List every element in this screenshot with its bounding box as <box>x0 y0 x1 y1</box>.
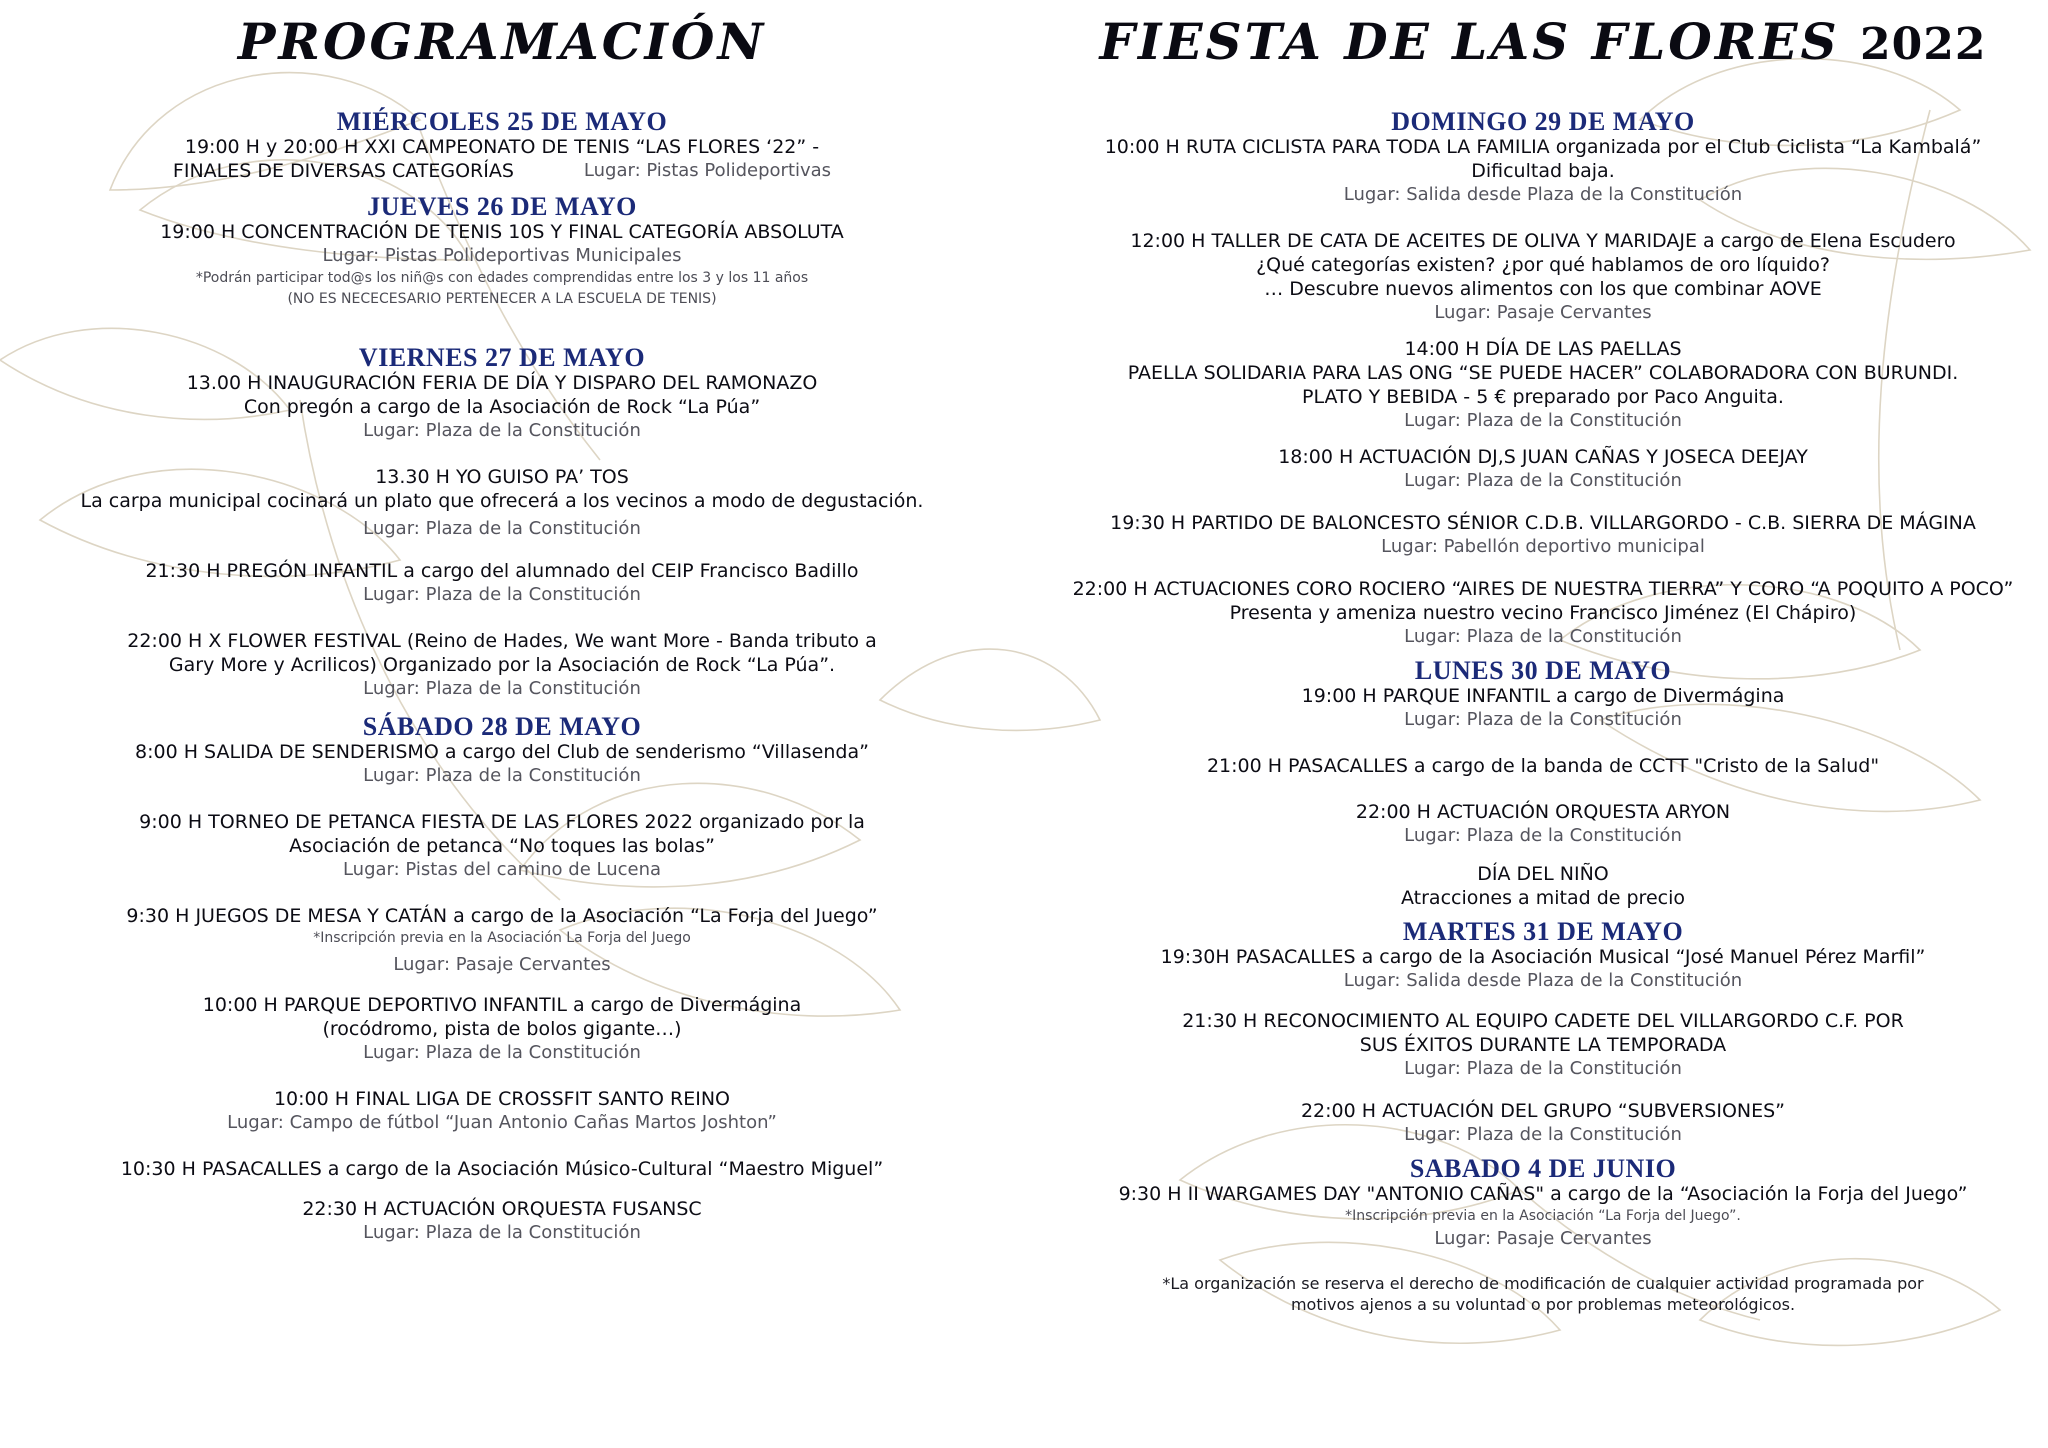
event-line: (rocódromo, pista de bolos gigante…) <box>322 1018 682 1040</box>
event-line: Presenta y ameniza nuestro vecino Francisco Jiménez (El Chápiro) <box>1229 602 1857 624</box>
day-heading: JUEVES 26 DE MAYO <box>367 192 637 221</box>
event-location: Lugar: Plaza de la Constitución <box>1404 410 1682 431</box>
event-note: (NO ES NECECESARIO PERTENECER A LA ESCUELA DE TENIS) <box>287 291 717 307</box>
event-location: Lugar: Plaza de la Constitución <box>1404 470 1682 491</box>
event-line: Atracciones a mitad de precio <box>1401 887 1685 909</box>
event-location: Lugar: Plaza de la Constitución <box>363 1222 641 1243</box>
event-line: 21:30 H PREGÓN INFANTIL a cargo del alumnado del CEIP Francisco Badillo <box>145 560 859 582</box>
event-line: 9:30 H II WARGAMES DAY "ANTONIO CAÑAS" a cargo de la “Asociación la Forja del Juego” <box>1118 1183 1968 1205</box>
event-line: 12:00 H TALLER DE CATA DE ACEITES DE OLIVA Y MARIDAJE a cargo de Elena Escudero <box>1130 230 1956 252</box>
event-line: 8:00 H SALIDA DE SENDERISMO a cargo del Club de senderismo “Villasenda” <box>135 741 869 763</box>
title-text: FIESTA DE LAS FLORES <box>1099 12 1840 71</box>
page-title: PROGRAMACIÓN <box>237 12 767 71</box>
left-schedule <box>0 108 1004 1245</box>
event-line: 13.00 H INAUGURACIÓN FERIA DE DÍA Y DISPARO DEL RAMONAZO <box>186 372 818 394</box>
event-location: Lugar: Pistas Polideportivas <box>583 160 832 181</box>
event-location: Lugar: Plaza de la Constitución <box>363 420 641 441</box>
event-line: 10:00 H FINAL LIGA DE CROSSFIT SANTO REINO <box>273 1088 731 1110</box>
day-heading: MIÉRCOLES 25 DE MAYO <box>336 107 668 136</box>
event-location: Lugar: Salida desde Plaza de la Constitución <box>1343 184 1743 205</box>
right-schedule <box>1038 108 2048 1315</box>
event-line: Asociación de petanca “No toques las bolas” <box>289 835 715 857</box>
event-location: Lugar: Salida desde Plaza de la Constitución <box>1343 970 1743 991</box>
event-line: La carpa municipal cocinará un plato que ofrecerá a los vecinos a modo de degustación. <box>80 490 924 512</box>
event-line: 10:30 H PASACALLES a cargo de la Asociación Músico-Cultural “Maestro Miguel” <box>120 1158 884 1180</box>
event-line: ¿Qué categorías existen? ¿por qué hablamos de oro líquido? <box>1256 254 1830 276</box>
event-line: 19:30H PASACALLES a cargo de la Asociación Musical “José Manuel Pérez Marfil” <box>1160 946 1926 968</box>
event-line: 22:00 H ACTUACIÓN DEL GRUPO “SUBVERSIONES” <box>1300 1100 1786 1122</box>
event-location: Lugar: Pistas Polideportivas Municipales <box>322 245 682 266</box>
event-location: Lugar: Plaza de la Constitución <box>1404 626 1682 647</box>
event-location: Lugar: Plaza de la Constitución <box>1404 709 1682 730</box>
event-line: 13.30 H YO GUISO PA’ TOS <box>375 466 629 488</box>
event-location: Lugar: Pistas del camino de Lucena <box>342 859 662 880</box>
event-note: *Inscripción previa en la Asociación “La Forja del Juego”. <box>1345 1208 1741 1224</box>
event-note: *Podrán participar tod@s los niñ@s con edades comprendidas entre los 3 y los 11 años <box>195 270 809 286</box>
event-location: Lugar: Plaza de la Constitución <box>363 518 641 539</box>
event-line: 10:00 H PARQUE DEPORTIVO INFANTIL a cargo de Divermágina <box>202 994 802 1016</box>
event-location: Lugar: Plaza de la Constitución <box>363 1042 641 1063</box>
event-line: Dificultad baja. <box>1471 160 1615 182</box>
event-line: PAELLA SOLIDARIA PARA LAS ONG “SE PUEDE HACER” COLABORADORA CON BURUNDI. <box>1127 362 1959 384</box>
event-line: 19:30 H PARTIDO DE BALONCESTO SÉNIOR C.D.B. VILLARGORDO - C.B. SIERRA DE MÁGINA <box>1110 512 1976 534</box>
event-line: 21:30 H RECONOCIMIENTO AL EQUIPO CADETE DEL VILLARGORDO C.F. POR <box>1182 1010 1904 1032</box>
event-line: 19:00 H y 20:00 H XXI CAMPEONATO DE TENIS “LAS FLORES ‘22” - <box>184 136 820 158</box>
event-location: Lugar: Plaza de la Constitución <box>363 765 641 786</box>
event-location: Lugar: Campo de fútbol “Juan Antonio Cañas Martos Joshton” <box>227 1112 777 1133</box>
day-heading: MARTES 31 DE MAYO <box>1402 917 1684 946</box>
event-location: Lugar: Pasaje Cervantes <box>1434 1228 1652 1249</box>
day-heading: DOMINGO 29 DE MAYO <box>1391 107 1695 136</box>
event-note: *Inscripción previa en la Asociación La Forja del Juego <box>313 930 691 946</box>
event-line: SUS ÉXITOS DURANTE LA TEMPORADA <box>1359 1034 1727 1056</box>
event-line: 14:00 H DÍA DE LAS PAELLAS <box>1404 338 1682 360</box>
event-line: 22:00 H ACTUACIONES CORO ROCIERO “AIRES DE NUESTRA TIERRA” Y CORO “A POQUITO A POCO” <box>1072 578 2014 600</box>
footnote-line: motivos ajenos a su voluntad o por problemas meteorológicos. <box>1290 1295 1796 1314</box>
event-line: 9:00 H TORNEO DE PETANCA FIESTA DE LAS FLORES 2022 organizado por la <box>139 811 865 833</box>
event-line: 9:30 H JUEGOS DE MESA Y CATÁN a cargo de la Asociación “La Forja del Juego” <box>126 905 878 927</box>
event-line-row <box>0 159 1004 183</box>
day-heading: LUNES 30 DE MAYO <box>1414 656 1672 685</box>
event-line: 10:00 H RUTA CICLISTA PARA TODA LA FAMILIA organizada por el Club Ciclista “La Kambalá” <box>1104 136 1982 158</box>
page-title <box>1038 12 2048 71</box>
day-heading: VIERNES 27 DE MAYO <box>358 343 646 372</box>
event-location: Lugar: Pasaje Cervantes <box>393 954 611 975</box>
footnote-line: *La organización se reserva el derecho de modificación de cualquier actividad programada por <box>1162 1274 1924 1293</box>
event-line: 22:00 H ACTUACIÓN ORQUESTA ARYON <box>1355 801 1731 823</box>
event-line: … Descubre nuevos alimentos con los que combinar AOVE <box>1264 278 1822 300</box>
event-location: Lugar: Pabellón deportivo municipal <box>1381 536 1705 557</box>
event-line: 19:00 H PARQUE INFANTIL a cargo de Divermágina <box>1301 685 1785 707</box>
event-line: 18:00 H ACTUACIÓN DJ,S JUAN CAÑAS Y JOSECA DEEJAY <box>1278 446 1808 468</box>
event-line: 21:00 H PASACALLES a cargo de la banda de CCTT "Cristo de la Salud" <box>1206 755 1880 777</box>
event-location: Lugar: Pasaje Cervantes <box>1434 302 1652 323</box>
event-line: 22:30 H ACTUACIÓN ORQUESTA FUSANSC <box>302 1198 702 1220</box>
day-heading: SABADO 4 DE JUNIO <box>1409 1154 1677 1183</box>
event-location: Lugar: Plaza de la Constitución <box>363 678 641 699</box>
event-line: FINALES DE DIVERSAS CATEGORÍAS <box>172 160 514 182</box>
event-location: Lugar: Plaza de la Constitución <box>363 584 641 605</box>
event-line: DÍA DEL NIÑO <box>1477 863 1609 885</box>
event-location: Lugar: Plaza de la Constitución <box>1404 1058 1682 1079</box>
event-location: Lugar: Plaza de la Constitución <box>1404 825 1682 846</box>
event-line: 22:00 H X FLOWER FESTIVAL (Reino de Hades, We want More - Banda tributo a <box>127 630 877 652</box>
day-heading: SÁBADO 28 DE MAYO <box>362 712 642 741</box>
event-line: Con pregón a cargo de la Asociación de Rock “La Púa” <box>243 396 761 418</box>
title-year: 2022 <box>1860 19 1987 70</box>
event-location: Lugar: Plaza de la Constitución <box>1404 1124 1682 1145</box>
event-line: Gary More y Acrilicos) Organizado por la Asociación de Rock “La Púa”. <box>168 654 836 676</box>
event-line: PLATO Y BEBIDA - 5 € preparado por Paco Anguita. <box>1302 386 1784 408</box>
event-line: 19:00 H CONCENTRACIÓN DE TENIS 10S Y FINAL CATEGORÍA ABSOLUTA <box>160 221 844 243</box>
